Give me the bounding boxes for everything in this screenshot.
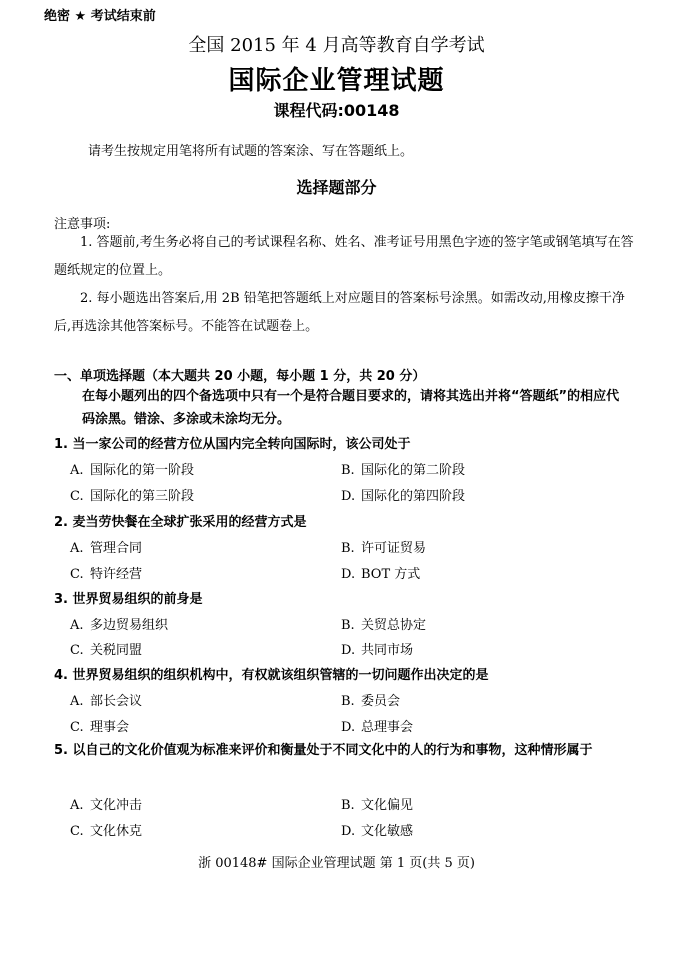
- option-letter: C.: [70, 643, 84, 658]
- page-footer: 浙 00148# 国际企业管理试题 第 1 页(共 5 页): [198, 856, 475, 871]
- option-letter: C.: [70, 824, 84, 839]
- question-3: 3. 世界贸易组织的前身是: [54, 592, 203, 607]
- option-letter: D.: [341, 720, 356, 735]
- option-4d: [341, 716, 413, 735]
- option-text: 总理事会: [361, 720, 414, 735]
- part-description: 在每小题列出的四个备选项中只有一个是符合题目要求的，请将其选出并将“答题纸”的相应代码涂黑。错涂、多涂或未涂均无分。: [82, 389, 620, 427]
- question-2: 2. 麦当劳快餐在全球扩张采用的经营方式是: [54, 515, 307, 530]
- option-text: 文化敏感: [361, 824, 414, 839]
- option-text: 文化冲击: [90, 798, 143, 813]
- option-text: 管理合同: [90, 541, 143, 556]
- option-1c: [70, 485, 194, 504]
- option-letter: B.: [341, 798, 355, 813]
- course-code: 课程代码:00148: [273, 101, 400, 120]
- option-text: 多边贸易组织: [90, 618, 169, 633]
- option-text: 国际化的第四阶段: [361, 489, 466, 504]
- option-2a: [70, 537, 142, 556]
- option-5a: [70, 794, 142, 813]
- option-letter: C.: [70, 489, 84, 504]
- question-5: 5. 以自己的文化价值观为标准来评价和衡量处于不同文化中的人的行为和事物，这种情形属于: [54, 743, 593, 758]
- question-4: 4. 世界贸易组织的组织机构中，有权就该组织管辖的一切问题作出决定的是: [54, 668, 489, 683]
- option-2b: [341, 537, 426, 556]
- option-text: 文化偏见: [361, 798, 414, 813]
- option-1b: [341, 459, 465, 478]
- option-text: 许可证贸易: [361, 541, 427, 556]
- option-letter: B.: [341, 694, 355, 709]
- option-text: 国际化的第三阶段: [90, 489, 195, 504]
- note-item: 1. 答题前,考生务必将自己的考试课程名称、姓名、准考证号用黑色字迹的签字笔或钢笔填写在答题纸规定的位置上。: [54, 235, 634, 278]
- option-text: 理事会: [90, 720, 130, 735]
- instruction-text: 请考生按规定用笔将所有试题的答案涂、写在答题纸上。: [88, 144, 414, 159]
- option-text: 文化休克: [90, 824, 143, 839]
- option-2d: [341, 563, 420, 582]
- option-letter: A.: [70, 618, 84, 633]
- option-4c: [70, 716, 129, 735]
- option-text: 关税同盟: [90, 643, 143, 658]
- option-letter: A.: [70, 463, 84, 478]
- option-letter: A.: [70, 694, 84, 709]
- option-5d: [341, 820, 413, 839]
- option-4a: [70, 690, 142, 709]
- option-letter: D.: [341, 643, 356, 658]
- option-letter: B.: [341, 463, 355, 478]
- exam-line: 全国 2015 年 4 月高等教育自学考试: [188, 35, 485, 56]
- option-text: 委员会: [361, 694, 401, 709]
- option-text: 共同市场: [361, 643, 414, 658]
- option-letter: A.: [70, 541, 84, 556]
- option-2c: [70, 563, 142, 582]
- option-letter: D.: [341, 489, 356, 504]
- question-1: 1. 当一家公司的经营方位从国内完全转向国际时，该公司处于: [54, 437, 411, 452]
- option-letter: D.: [341, 824, 356, 839]
- option-3d: [341, 639, 413, 658]
- option-letter: C.: [70, 720, 84, 735]
- option-text: BOT 方式: [361, 567, 421, 582]
- note-item: 2. 每小题选出答案后,用 2B 铅笔把答题纸上对应题目的答案标号涂黑。如需改动,用橡皮擦干净后,再选涂其他答案标号。不能答在试题卷上。: [54, 291, 625, 334]
- option-1d: [341, 485, 465, 504]
- page-title: 国际企业管理试题: [228, 66, 445, 96]
- option-text: 国际化的第一阶段: [90, 463, 195, 478]
- option-letter: B.: [341, 541, 355, 556]
- option-5b: [341, 794, 413, 813]
- option-5c: [70, 820, 142, 839]
- notes-title: 注意事项:: [54, 217, 111, 232]
- part-title: 一、单项选择题（本大题共 20 小题，每小题 1 分，共 20 分）: [54, 369, 426, 384]
- option-4b: [341, 690, 400, 709]
- option-1a: [70, 459, 194, 478]
- option-letter: C.: [70, 567, 84, 582]
- option-letter: A.: [70, 798, 84, 813]
- option-3b: [341, 614, 426, 633]
- section-title: 选择题部分: [296, 178, 377, 197]
- option-text: 特许经营: [90, 567, 143, 582]
- option-letter: B.: [341, 618, 355, 633]
- option-3c: [70, 639, 142, 658]
- option-text: 国际化的第二阶段: [361, 463, 466, 478]
- option-letter: D.: [341, 567, 356, 582]
- option-3a: [70, 614, 168, 633]
- option-text: 关贸总协定: [361, 618, 427, 633]
- secret-label: 绝密 ★ 考试结束前: [44, 9, 156, 24]
- option-text: 部长会议: [90, 694, 143, 709]
